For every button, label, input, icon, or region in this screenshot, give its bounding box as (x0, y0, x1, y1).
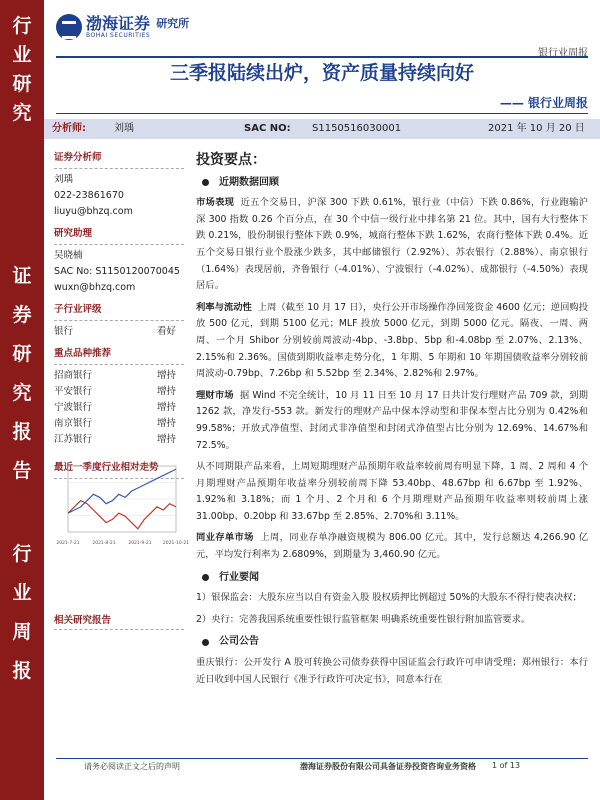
rating-value: 看好 (156, 326, 176, 337)
stock-name: 招商银行 (54, 370, 93, 381)
chart-tick-label: 2021-7-21 (56, 541, 80, 546)
market-performance-para: 市场表现 近五个交易日，沪深 300 下跌 0.61%，银行业（中信）下跌 0.86%，行业跑输沪深 300 指数 0.26 个百分点，在 30 个中信一级行业中排名第 21 位。其中，国有大行整体下跌 0.21%，股份制银行整体下跌 0.9%，城商行整体下跌 1.62%，农商行整体下跌 0.4%。近五个交易日银行业个股涨少跌多，其中邮储银行（2.92%）、苏农银行（2.88%）、南京银行（1.64%）表现居前，齐鲁银行（-4.01%）、宁波银行（-4.02%）、成都银行（-4.50%）表现居后。 (196, 197, 588, 292)
relative-performance-chart (54, 460, 190, 550)
sidebar-char: 业 (12, 582, 32, 604)
stock-name: 江苏银行 (54, 434, 93, 445)
ncd-market-para: 同业存单市场 上周，同业存单净融资规模为 806.00 亿元。其中，发行总额达 4,266.90 亿元，平均发行利率为 2.6809%，到期量为 3,460.90 亿元。 (196, 532, 588, 561)
left-column (54, 146, 184, 482)
chart-series-line-0 (68, 501, 176, 529)
rating-section-title: 子行业评级 (54, 304, 102, 315)
institute-label: 研究所 (156, 17, 190, 30)
para-label: 利率与流动性 (196, 301, 252, 313)
title-rule (56, 113, 588, 114)
header (56, 14, 588, 59)
stocks-section-title: 重点品种推荐 (54, 348, 112, 359)
logo-text-cn: 渤海证券 (86, 14, 151, 33)
bullet-icon (202, 179, 209, 186)
wealth-mgmt-para: 理财市场 据 Wind 不完全统计，10 月 11 日至 10 月 17 日共计发行理财产品 709 款，到期 1262 款，净发行-553 款。新发行的理财产品中保本浮动型和非保本型占比分别为 0.42%和 99.58%；开放式净值型、封闭式非净值型和封闭式净值型占比分别为 12.69%、14.67%和 72.5%。 (196, 389, 588, 451)
report-subtitle: —— 银行业周报 (499, 96, 588, 110)
related-reports (54, 612, 184, 630)
sidebar-block-weekly (0, 542, 44, 698)
main-content (196, 152, 588, 693)
section-heading: 行业要闻 (202, 570, 588, 587)
sidebar-block-securities-report (0, 264, 44, 498)
stock-row (54, 416, 184, 432)
sidebar-char: 业 (12, 44, 32, 66)
sidebar-char: 周 (12, 621, 32, 643)
section-heading: 近期数据回顾 (202, 175, 588, 192)
meta-bar (44, 119, 600, 139)
news-item: 1）银保监会：大股东应当以自有资金入股 股权质押比例超过 50%的大股东不得行使表决权； (196, 592, 582, 604)
sidebar-char: 证 (12, 265, 32, 287)
footer-company: 渤海证券股份有限公司具备证券投资咨询业务资格 (300, 762, 476, 771)
stock-rating: 增持 (156, 370, 176, 381)
sidebar-char: 报 (12, 660, 32, 682)
stock-row (54, 368, 184, 384)
report-title: 三季报陆续出炉，资产质量持续向好 (169, 62, 474, 84)
analyst-name: 刘瑀 (54, 174, 74, 185)
stock-name: 南京银行 (54, 418, 93, 429)
sidebar-char: 行 (12, 543, 32, 565)
stock-name: 平安银行 (54, 386, 93, 397)
footer-disclaimer: 请务必阅读正文之后的声明 (84, 762, 180, 771)
sidebar-char: 研 (12, 343, 32, 365)
company-logo (56, 14, 189, 40)
assistant-name: 吴晓楠 (54, 250, 83, 261)
key-points-heading: 投资要点： (196, 152, 266, 168)
divider (54, 320, 184, 321)
rating-sector: 银行 (54, 326, 74, 337)
sidebar-char: 研 (12, 73, 32, 95)
divider (54, 168, 184, 169)
para-label: 理财市场 (196, 389, 234, 401)
bullet-icon (202, 639, 209, 646)
para-label: 同业存单市场 (196, 532, 254, 544)
chart-tick-label: 2021-9-21 (128, 541, 152, 546)
analyst-phone: 022-23861670 (54, 190, 124, 201)
sidebar-block-industry-research (0, 14, 44, 130)
assistant-email[interactable]: wuxn@bhzq.com (54, 282, 136, 293)
stock-row (54, 432, 184, 448)
sidebar-char: 券 (12, 304, 32, 326)
chart-series-line-1 (68, 469, 176, 513)
logo-text-en: BOHAI SECURITIES (86, 32, 151, 39)
assistant-sac: SAC No: S1150120070045 (54, 266, 180, 277)
section-heading: 公司公告 (202, 634, 588, 651)
stock-rating: 增持 (156, 434, 176, 445)
term-products-para: 从不同期限产品来看，上周短期理财产品预期年收益率较前周有明显下降，1 周、2 周和 4 个月期理财产品预期年收益率分别较前周下降 53.40bp、48.67bp 和 6.67bp 至 1.92%、1.92%和 3.18%；而 1 个月、2 个月和 6 个月期理财产品预期年收益率则较前周上涨 31.00bp、0.20bp 和 33.67bp 至 2.85%、2.70%和 3.11%。 (196, 461, 588, 522)
stock-rating: 增持 (156, 386, 176, 397)
analyst-section-title: 证券分析师 (54, 152, 102, 163)
logo-icon (56, 14, 82, 40)
rating-row (54, 324, 184, 340)
sidebar-char: 究 (12, 382, 32, 404)
liquidity-para: 利率与流动性 上周（截至 10 月 17 日），央行公开市场操作净回笼资金 4600 亿元；逆回购投放 500 亿元，到期 5100 亿元；MLF 投放 5000 亿元，到期 5000 亿元。隔夜、一周、两周、一个月 Shibor 分别较前周波动-4bp、-3.8bp、5bp 和-4.08bp 至 2.07%、2.13%、2.15%和 2.36%。国债到期收益率走势分化，1 年期、5 年期和 10 年期国债收益率分别较前周波动-0.79bp、7.26bp 和 5.52bp 至 2.34%、2.82%和 2.97%。 (196, 301, 588, 380)
assistant-section-title: 研究助理 (54, 228, 93, 239)
chart-section-title: 最近一季度行业相对走势 (54, 462, 159, 473)
report-date: 2021 年 10 月 20 日 (488, 123, 585, 134)
sidebar-char: 究 (12, 102, 32, 124)
divider (54, 364, 184, 365)
footer-rule (56, 758, 588, 759)
sidebar-char: 告 (12, 460, 32, 482)
divider (54, 244, 184, 245)
page-number: 1 of 13 (492, 761, 521, 770)
stock-row (54, 384, 184, 400)
sidebar-char: 行 (12, 15, 32, 37)
chart-svg (54, 460, 190, 550)
chart-tick-label: 2021-10-21 (162, 541, 190, 546)
analyst-email[interactable]: liuyu@bhzq.com (54, 206, 133, 217)
related-section-title: 相关研究报告 (54, 615, 112, 626)
sac-number: S1150516030001 (312, 123, 402, 134)
analyst-name: 刘瑀 (114, 123, 134, 134)
stock-row (54, 400, 184, 416)
sac-label: SAC NO: (244, 123, 291, 134)
stock-rating: 增持 (156, 402, 176, 413)
report-type: 银行业周报 (538, 48, 588, 59)
stock-rating: 增持 (156, 418, 176, 429)
stock-name: 宁波银行 (54, 402, 93, 413)
news-item: 2）央行：完善我国系统重要性银行监管框架 明确系统重要性银行附加监管要求。 (196, 613, 531, 625)
sidebar (0, 0, 44, 800)
sidebar-char: 报 (12, 421, 32, 443)
analyst-label: 分析师: (52, 123, 86, 134)
announcement-para: 重庆银行：公开发行 A 股可转换公司债券获得中国证监会行政许可申请受理；郑州银行：本行近日收到中国人民银行《准予行政许可决定书》，同意本行在 (196, 657, 588, 685)
divider (54, 629, 184, 630)
bullet-icon (202, 574, 209, 581)
chart-tick-label: 2021-8-21 (92, 541, 116, 546)
para-label: 市场表现 (196, 197, 235, 209)
